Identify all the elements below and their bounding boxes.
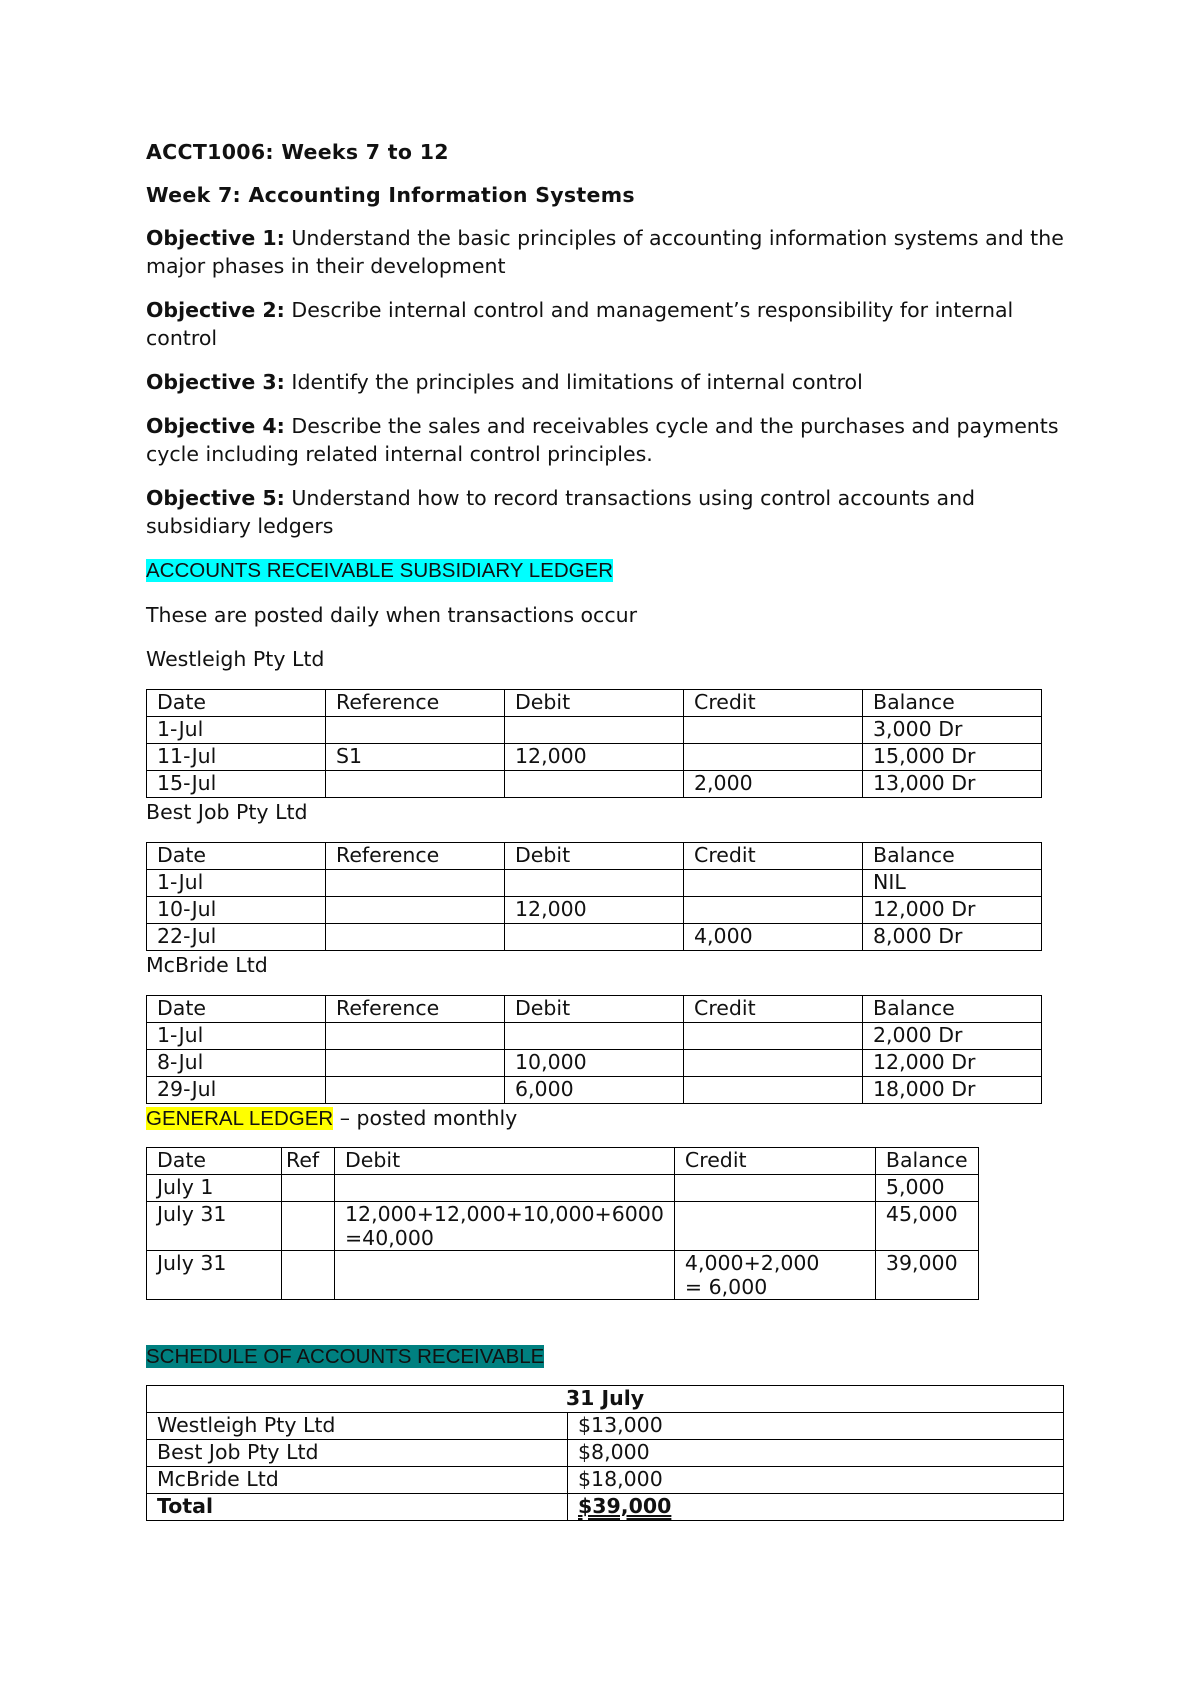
objective-2 xyxy=(146,296,1066,352)
objective-label: Objective 5: xyxy=(146,486,285,510)
table-row xyxy=(147,1440,1064,1467)
objective-label: Objective 2: xyxy=(146,298,285,322)
objective-text: Understand the basic principles of accounting information systems and the major phases in their development xyxy=(146,226,1064,278)
column-header: Balance xyxy=(863,843,1042,870)
ledger-account-name: Best Job Pty Ltd xyxy=(146,800,308,824)
account-name: McBride Ltd xyxy=(147,1467,568,1494)
column-header: Balance xyxy=(863,996,1042,1023)
table-row xyxy=(147,1251,979,1300)
column-header: Date xyxy=(147,1148,282,1175)
column-header: Credit xyxy=(684,690,863,717)
ledger-account-name: McBride Ltd xyxy=(146,953,268,977)
table-cell: 10,000 xyxy=(505,1050,684,1077)
table-cell: 13,000 Dr xyxy=(863,771,1042,798)
table-cell: 10-Jul xyxy=(147,897,326,924)
table-cell: 12,000 xyxy=(505,744,684,771)
table-cell xyxy=(505,870,684,897)
objective-3 xyxy=(146,368,1066,396)
table-row xyxy=(147,1050,1042,1077)
general-ledger-table xyxy=(146,1147,979,1300)
column-header: Balance xyxy=(863,690,1042,717)
objective-label: Objective 1: xyxy=(146,226,285,250)
schedule-date: 31 July xyxy=(147,1386,1064,1413)
table-cell xyxy=(505,924,684,951)
account-name: Best Job Pty Ltd xyxy=(147,1440,568,1467)
table-row xyxy=(147,870,1042,897)
table-cell: 15,000 Dr xyxy=(863,744,1042,771)
table-cell: July 1 xyxy=(147,1175,282,1202)
table-cell xyxy=(335,1251,675,1300)
ledger-table xyxy=(146,689,1042,798)
table-cell xyxy=(684,1077,863,1104)
table-cell: 22-Jul xyxy=(147,924,326,951)
ar-note: These are posted daily when transactions occur xyxy=(146,603,638,627)
schedule-table xyxy=(146,1385,1064,1521)
table-row xyxy=(147,1175,979,1202)
table-cell xyxy=(684,717,863,744)
table-cell xyxy=(335,1175,675,1202)
table-cell: 15-Jul xyxy=(147,771,326,798)
account-name: Westleigh Pty Ltd xyxy=(147,1413,568,1440)
column-header: Debit xyxy=(505,996,684,1023)
objective-label: Objective 4: xyxy=(146,414,285,438)
table-cell: 29-Jul xyxy=(147,1077,326,1104)
column-header: Credit xyxy=(684,843,863,870)
table-cell xyxy=(282,1175,335,1202)
column-header: Reference xyxy=(326,843,505,870)
column-header: Debit xyxy=(505,843,684,870)
table-row xyxy=(147,1467,1064,1494)
schedule-heading-line xyxy=(146,1342,1066,1371)
table-cell: 1-Jul xyxy=(147,717,326,744)
column-header: Reference xyxy=(326,690,505,717)
table-row xyxy=(147,771,1042,798)
table-cell xyxy=(684,744,863,771)
table-cell: 6,000 xyxy=(505,1077,684,1104)
table-cell xyxy=(505,717,684,744)
schedule-total-row xyxy=(147,1494,1064,1521)
ledger-header-row xyxy=(147,996,1042,1023)
column-header: Date xyxy=(147,843,326,870)
column-header: Credit xyxy=(684,996,863,1023)
schedule-header-row xyxy=(147,1386,1064,1413)
objective-text: Describe internal control and management’s responsibility for internal control xyxy=(146,298,1014,350)
table-cell: 1-Jul xyxy=(147,1023,326,1050)
objective-1 xyxy=(146,224,1066,280)
table-cell: NIL xyxy=(863,870,1042,897)
table-cell xyxy=(674,1175,875,1202)
ledger-account-name: Westleigh Pty Ltd xyxy=(146,647,325,671)
account-balance: $13,000 xyxy=(568,1413,1064,1440)
table-cell: 12,000+12,000+10,000+6000 =40,000 xyxy=(335,1202,675,1251)
table-row xyxy=(147,924,1042,951)
objectives-list xyxy=(146,224,1066,540)
table-cell xyxy=(326,1023,505,1050)
table-row xyxy=(147,1413,1064,1440)
gl-heading-line xyxy=(146,1104,1066,1133)
table-cell: July 31 xyxy=(147,1251,282,1300)
table-cell xyxy=(326,897,505,924)
table-cell: 2,000 Dr xyxy=(863,1023,1042,1050)
account-balance: $18,000 xyxy=(568,1467,1064,1494)
table-cell xyxy=(282,1202,335,1251)
objective-5 xyxy=(146,484,1066,540)
table-cell xyxy=(326,717,505,744)
objective-label: Objective 3: xyxy=(146,370,285,394)
table-cell xyxy=(326,771,505,798)
total-label: Total xyxy=(147,1494,568,1521)
schedule-heading: SCHEDULE OF ACCOUNTS RECEIVABLE xyxy=(146,1345,545,1368)
objective-text: Understand how to record transactions using control accounts and subsidiary ledgers xyxy=(146,486,976,538)
table-cell xyxy=(326,1077,505,1104)
table-cell: 45,000 xyxy=(875,1202,978,1251)
column-header: Debit xyxy=(335,1148,675,1175)
table-cell xyxy=(505,1023,684,1050)
table-cell xyxy=(684,1050,863,1077)
table-cell xyxy=(684,897,863,924)
objective-text: Describe the sales and receivables cycle and the purchases and payments cycle including related internal control principles. xyxy=(146,414,1059,466)
column-header: Ref xyxy=(282,1148,335,1175)
ar-heading: ACCOUNTS RECEIVABLE SUBSIDIARY LEDGER xyxy=(146,559,614,582)
table-cell: 8,000 Dr xyxy=(863,924,1042,951)
table-row xyxy=(147,744,1042,771)
table-row xyxy=(147,1023,1042,1050)
total-value: $39,000 xyxy=(568,1494,1064,1521)
table-cell: 12,000 xyxy=(505,897,684,924)
table-cell: 12,000 Dr xyxy=(863,1050,1042,1077)
table-cell xyxy=(505,771,684,798)
table-cell: S1 xyxy=(326,744,505,771)
ledger-table xyxy=(146,842,1042,951)
table-row xyxy=(147,1202,979,1251)
account-balance: $8,000 xyxy=(568,1440,1064,1467)
table-cell: 2,000 xyxy=(684,771,863,798)
ledger-header-row xyxy=(147,690,1042,717)
week-title: Week 7: Accounting Information Systems xyxy=(146,183,635,207)
column-header: Date xyxy=(147,690,326,717)
ar-heading-line xyxy=(146,556,1066,585)
gl-heading: GENERAL LEDGER xyxy=(146,1107,334,1130)
column-header: Date xyxy=(147,996,326,1023)
table-cell: 3,000 Dr xyxy=(863,717,1042,744)
ledger-header-row xyxy=(147,843,1042,870)
table-cell xyxy=(326,1050,505,1077)
table-cell: 5,000 xyxy=(875,1175,978,1202)
objective-text: Identify the principles and limitations of internal control xyxy=(284,370,863,394)
table-cell: 18,000 Dr xyxy=(863,1077,1042,1104)
table-cell xyxy=(326,924,505,951)
document-heading: ACCT1006: Weeks 7 to 12 xyxy=(146,140,449,164)
table-row xyxy=(147,1077,1042,1104)
table-cell xyxy=(326,870,505,897)
table-cell: 8-Jul xyxy=(147,1050,326,1077)
objective-4 xyxy=(146,412,1066,468)
table-cell xyxy=(674,1202,875,1251)
table-cell: 11-Jul xyxy=(147,744,326,771)
table-cell xyxy=(684,1023,863,1050)
table-cell xyxy=(282,1251,335,1300)
table-cell: 1-Jul xyxy=(147,870,326,897)
table-cell: July 31 xyxy=(147,1202,282,1251)
document-page xyxy=(146,138,1066,1521)
table-cell: 4,000 xyxy=(684,924,863,951)
table-cell xyxy=(684,870,863,897)
column-header: Reference xyxy=(326,996,505,1023)
table-row xyxy=(147,897,1042,924)
table-cell: 4,000+2,000 = 6,000 xyxy=(674,1251,875,1300)
subsidiary-ledgers xyxy=(146,645,1066,1104)
gl-header-row xyxy=(147,1148,979,1175)
column-header: Credit xyxy=(674,1148,875,1175)
table-row xyxy=(147,717,1042,744)
gl-note: – posted monthly xyxy=(333,1106,518,1130)
table-cell: 12,000 Dr xyxy=(863,897,1042,924)
column-header: Balance xyxy=(875,1148,978,1175)
ledger-table xyxy=(146,995,1042,1104)
table-cell: 39,000 xyxy=(875,1251,978,1300)
column-header: Debit xyxy=(505,690,684,717)
